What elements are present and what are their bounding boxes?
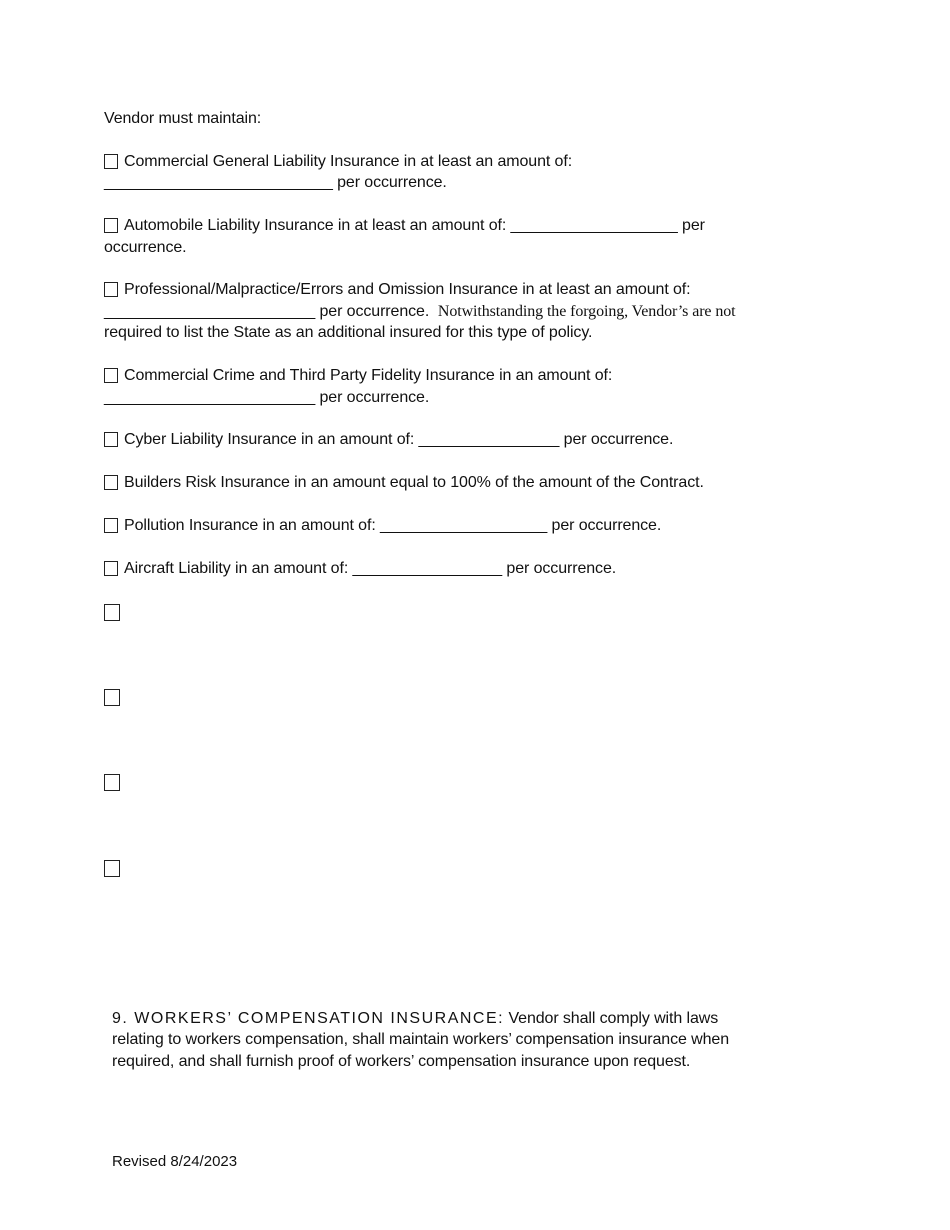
item-pollution xyxy=(104,515,661,536)
checkbox-automobile-liability[interactable] xyxy=(104,218,118,233)
intro-text: Vendor must maintain: xyxy=(104,110,262,127)
revision-footer: Revised 8/24/2023 xyxy=(112,1153,238,1170)
checkbox-blank-4[interactable] xyxy=(104,860,120,877)
checkbox-blank-1[interactable] xyxy=(104,604,120,621)
workers-comp-line-2: relating to workers compensation, shall maintain workers’ compensation insurance when xyxy=(112,1031,729,1048)
item-label: Builders Risk Insurance in an amount equal to 100% of the amount of the Contract. xyxy=(124,474,704,491)
item-professional-liability xyxy=(104,279,691,300)
item-label: Cyber Liability Insurance in an amount of: ________________ per occurrence. xyxy=(124,431,674,448)
item-notice: Notwithstanding the forgoing, Vendor’s are not xyxy=(437,303,736,320)
item-label: Automobile Liability Insurance in at least an amount of: ___________________ per xyxy=(124,217,705,234)
checkbox-blank-3[interactable] xyxy=(104,774,120,791)
item-amount-line: __________________________ per occurrence. xyxy=(104,174,447,191)
item-label: Pollution Insurance in an amount of: ___________________ per occurrence. xyxy=(124,517,662,534)
checkbox-commercial-crime[interactable] xyxy=(104,368,118,383)
workers-comp-line-3: required, and shall furnish proof of workers’ compensation insurance upon request. xyxy=(112,1053,691,1070)
item-cyber-liability xyxy=(104,429,673,450)
checkbox-builders-risk[interactable] xyxy=(104,475,118,490)
checkbox-professional-liability[interactable] xyxy=(104,282,118,297)
item-commercial-general-liability xyxy=(104,151,572,172)
checkbox-cyber-liability[interactable] xyxy=(104,432,118,447)
item-amount-line xyxy=(104,301,735,322)
section-text: Vendor shall comply with laws xyxy=(508,1010,719,1027)
item-amount: ________________________ per occurrence. xyxy=(104,303,430,320)
item-commercial-crime xyxy=(104,365,612,386)
checkbox-aircraft-liability[interactable] xyxy=(104,561,118,576)
item-label: Aircraft Liability in an amount of: _________________ per occurrence. xyxy=(124,560,617,577)
item-aircraft-liability xyxy=(104,558,616,579)
checkbox-blank-2[interactable] xyxy=(104,689,120,706)
item-amount-line: ________________________ per occurrence. xyxy=(104,389,430,406)
item-automobile-liability xyxy=(104,215,705,236)
item-builders-risk xyxy=(104,472,704,493)
item-label: Commercial Crime and Third Party Fidelity Insurance in an amount of: xyxy=(124,367,613,384)
item-continuation: occurrence. xyxy=(104,239,187,256)
item-continuation: required to list the State as an additional insured for this type of policy. xyxy=(104,324,593,341)
checkbox-pollution[interactable] xyxy=(104,518,118,533)
section-heading: 9. WORKERS’ COMPENSATION INSURANCE: xyxy=(112,1010,505,1027)
checkbox-commercial-general-liability[interactable] xyxy=(104,154,118,169)
workers-comp-line-1 xyxy=(112,1008,718,1029)
item-label: Commercial General Liability Insurance in at least an amount of: xyxy=(124,153,573,170)
item-label: Professional/Malpractice/Errors and Omission Insurance in at least an amount of: xyxy=(124,281,691,298)
